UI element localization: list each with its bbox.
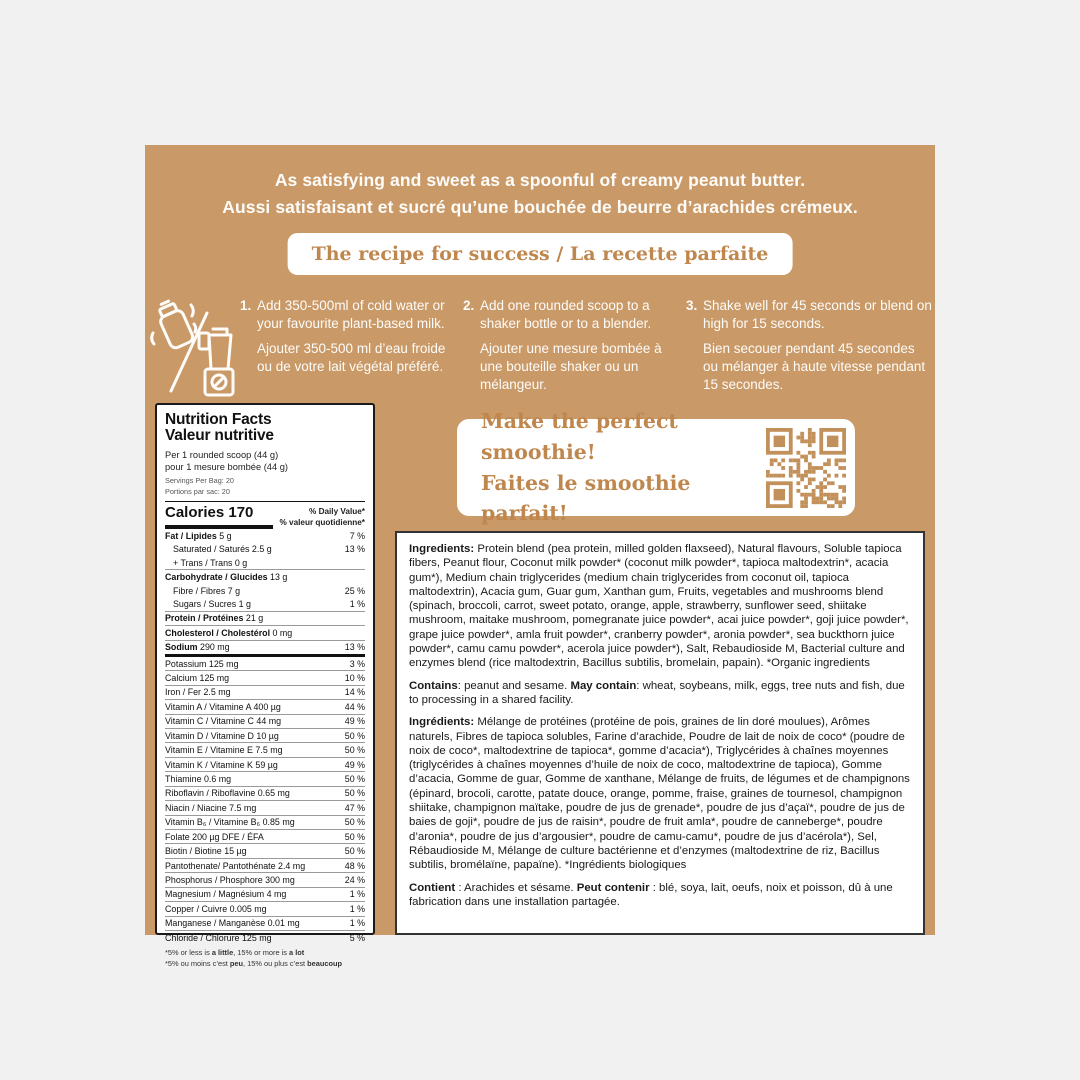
nutrition-row: Cholesterol / Cholestérol 0 mg [165,625,365,639]
serving-size-fr: pour 1 mesure bombée (44 g) [165,461,288,472]
step-2-text-fr: Ajouter une mesure bombée à une bouteille shaker ou un mélangeur. [480,341,662,393]
nutrition-row: Saturated / Saturés 2.5 g 13 % [173,544,365,555]
nutrition-row: Fat / Lipides 5 g 7 % [165,530,365,541]
calories-row [165,504,365,529]
ingredients-fr: Ingrédients: Mélange de protéines (protéine de pois, graines de lin doré moulues), Arômes naturels, Fibres de tapioca solubles, Farine d’arachide, Poudre de lait de noix de coco* (poudre de noix de coco*, maltodextrine de tapioca*, gomme d’acacia*), Triglycérides à chaînes moyennes (triglycérides à chaînes moyennes d’huile de noix de coco, maltodextrine de tapioca), Gomme d’acacia, Gomme de guar, Gomme de xanthane, Mélange de fruits, de légumes et de champignons (épinard, brocoli, carotte, patate douce, orange, pomme, fraise, graines de tournesol, champignon shiitake, champignon maïtake, poudre de jus de grenade*, poudre de jus d’açaï*, poudre de jus de baies de goji*, poudre de jus de raisin*, poudre de fruit amla*, poudre de canneberge*, poudre d’aronia*, poudre de jus d’argousier*, poudre de camu-camu*, poudre de jus d’acérola*), Sel, Rébaudioside M, Mélange de culture bactérienne et d’enzymes (maltodextrine de riz, Bacillus subtilis, bromélaïne, papaïne). *Ingrédients biologiques [409,716,910,872]
nutrition-footnote-fr: *5% ou moins c’est peu, 15% ou plus c’est beaucoup [165,958,343,968]
smoothie-text-fr: Faites le smoothie parfait! [481,470,691,526]
allergens-en: Contains: peanut and sesame. May contain: wheat, soybeans, milk, eggs, tree nuts and fish, due to processing in a shared facility. [409,679,905,706]
shaker-blender-icons [147,291,237,403]
nutrition-row: Vitamin E / Vitamine E 7.5 mg 50 % [165,742,365,756]
nutrition-row: Phosphorus / Phosphore 300 mg 24 % [165,872,365,886]
nutrition-row: Vitamin D / Vitamine D 10 µg 50 % [165,728,365,742]
smoothie-text-en: Make the perfect smoothie! [481,409,678,464]
nutrition-row: + Trans / Trans 0 g [173,557,248,568]
smoothie-banner [457,409,855,526]
step-2-number: 2. [463,298,475,313]
nutrition-row: Biotin / Biotine 15 µg 50 % [165,843,365,857]
nutrition-row: Protein / Protéines 21 g [165,611,365,625]
allergens-fr: Contient : Arachides et sésame. Peut contenir : blé, soya, lait, oeufs, noix et poisson, dû à une fabrication dans une installation partagée. [409,881,893,908]
nutrition-row: Vitamin B₆ / Vitamine B₆ 0.85 mg 50 % [165,815,365,829]
nutrition-row: Sugars / Sucres 1 g 1 % [173,598,365,609]
shaker-bottle-icon [154,298,195,350]
nutrition-row: Magnesium / Magnésium 4 mg 1 % [165,887,365,901]
nutrition-row: Thiamine 0.6 mg 50 % [165,771,365,785]
nutrition-row: Vitamin C / Vitamine C 44 mg 49 % [165,714,365,728]
step-3-text-en: Shake well for 45 seconds or blend on high for 15 seconds. [703,298,932,332]
nutrition-footnote-en: *5% or less is a little, 15% or more is a lot [165,948,305,958]
nutrition-title-fr: Valeur nutritive [165,427,274,445]
nutrition-row: Vitamin K / Vitamine K 59 µg 49 % [165,757,365,771]
qr-code [766,428,846,508]
nutrition-row: Calcium 125 mg 10 % [165,670,365,684]
nutrition-title-en: Nutrition Facts [165,411,272,428]
blender-icon [199,329,233,395]
step-3-text-fr: Bien secouer pendant 45 secondes ou mélanger à haute vitesse pendant 15 secondes. [703,341,926,393]
tan-label-board [145,145,935,968]
headline [145,167,935,221]
step-2 [463,297,666,394]
nutrition-row: Manganese / Manganèse 0.01 mg 1 % [165,916,365,930]
step-3 [686,297,933,394]
nutrition-row: Folate 200 µg DFE / ÉFA 50 % [165,829,365,843]
serving-size-en: Per 1 rounded scoop (44 g) [165,449,279,460]
step-2-text-en: Add one rounded scoop to a shaker bottle or to a blender. [480,298,652,332]
nutrition-row: Pantothenate/ Pantothénate 2.4 mg 48 % [165,858,365,872]
step-3-number: 3. [686,298,698,313]
divider [165,501,365,502]
nutrition-row: Copper / Cuivre 0.005 mg 1 % [165,901,365,915]
ingredients-en: Ingredients: Protein blend (pea protein, milled golden flaxseed), Natural flavours, Soluble tapioca fibers, Peanut flour, Coconut milk powder* (coconut milk powder*, tapioca maltodextrin*, acacia gum*), Medium chain triglycerides (medium chain triglycerides from coconut oil, tapioca maltodextrin), Acacia gum, Guar gum, Xanthan gum, Fruits, vegetables and mushrooms blend (spinach, broccoli, carrot, sweet potato, orange, apple, strawberry, sunflower seed, shiitake mushroom, maitake mushroom, pomegranate juice powder*, acai juice powder*, goji juice powder*, grape juice powder*, amla fruit powder*, cranberry powder*, aronia powder*, sea buckthorn juice powder*, camu camu powder*, acerola juice powder*), Salt, Rebaudioside M, Bacterial culture and enzymes blend (rice maltodextrin, Bacillus subtilis, bromelain, papain). *Organic ingredients [409,543,909,670]
recipe-banner-text: The recipe for success / La recette parfaite [311,243,769,265]
portions-par-sac: Portions par sac: 20 [165,486,230,496]
step-1-text-fr: Ajouter 350-500 ml d’eau froide ou de votre lait végétal préféré. [257,341,446,375]
daily-value-header-en: % Daily Value* [309,507,365,517]
nutrition-row: Fibre / Fibres 7 g 25 % [173,585,365,596]
nutrition-row: Chloride / Chlorure 125 mg 5 % [165,930,365,944]
ingredients-panel [395,531,925,935]
nutrition-row: Potassium 125 mg 3 % [165,654,365,670]
calories-value: Calories 170 [165,504,273,529]
nutrition-row: Sodium 290 mg 13 % [165,640,365,654]
headline-fr: Aussi satisfaisant et sucré qu’une bouchée de beurre d’arachides crémeux. [222,197,858,218]
nutrition-row: Riboflavin / Riboflavine 0.65 mg 50 % [165,786,365,800]
step-1-number: 1. [240,298,252,313]
servings-per-bag: Servings Per Bag: 20 [165,476,234,485]
nutrition-row: Niacin / Niacine 7.5 mg 47 % [165,800,365,814]
nutrition-rows [165,529,365,944]
daily-value-header-fr: % valeur quotidienne* [279,518,365,528]
step-1 [240,297,458,376]
step-1-text-en: Add 350-500ml of cold water or your favourite plant-based milk. [257,298,445,332]
nutrition-row: Iron / Fer 2.5 mg 14 % [165,685,365,699]
recipe-banner [288,233,793,275]
nutrition-facts-panel [155,403,375,968]
nutrition-row: Carbohydrate / Glucides 13 g [165,569,365,583]
headline-en: As satisfying and sweet as a spoonful of creamy peanut butter. [274,170,806,190]
nutrition-row: Vitamin A / Vitamine A 400 µg 44 % [165,699,365,713]
